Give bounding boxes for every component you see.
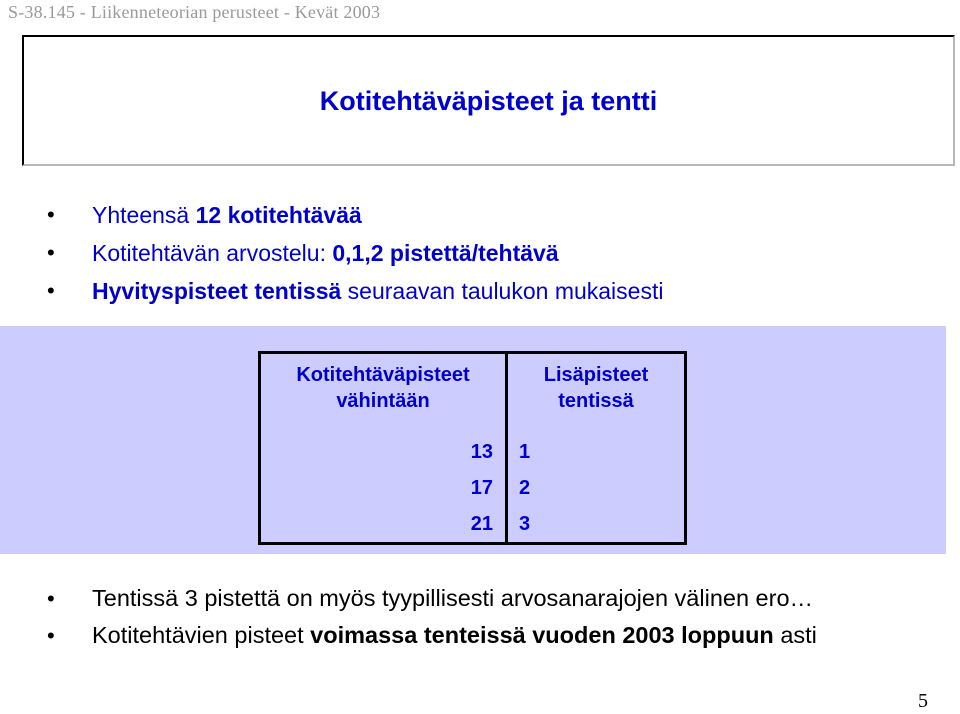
table-panel — [0, 326, 946, 554]
header-bonus — [507, 353, 686, 435]
bullet-total-tasks — [0, 196, 663, 234]
bullet-text-normal: Yhteensä — [92, 202, 196, 228]
bullet-dot-icon: • — [47, 278, 55, 303]
bullet-text-normal: Kotitehtävien pisteet — [92, 622, 311, 648]
cell-bonus: 3 — [519, 513, 531, 535]
bullet-text-bold: 12 kotitehtävää — [195, 202, 362, 228]
bullet-text-normal: Tentissä 3 pistettä on myös tyypillisesti arvosanarajojen välinen ero… — [92, 585, 814, 611]
bullet-validity — [0, 617, 817, 654]
cell-min-points: 17 — [260, 470, 507, 506]
slide-title: Kotitehtäväpisteet ja tentti — [319, 86, 658, 116]
course-header: S-38.145 - Liikenneteorian perusteet - Kevät 2003 — [8, 2, 381, 22]
table-row — [260, 434, 686, 470]
bottom-bullet-list — [0, 580, 817, 654]
bullet-exam-points — [0, 580, 817, 617]
cell-min-points: 21 — [260, 506, 507, 544]
bullet-dot-icon: • — [47, 202, 55, 227]
title-box — [22, 35, 955, 166]
cell-bonus: 2 — [519, 477, 531, 499]
bullet-dot-icon: • — [47, 586, 55, 611]
table-row — [260, 470, 686, 506]
bullet-dot-icon: • — [47, 240, 55, 265]
bullet-text-bold: voimassa tenteissä vuoden 2003 loppuun — [310, 622, 774, 648]
bullet-bonus-points — [0, 272, 663, 310]
cell-min-points: 13 — [260, 434, 507, 470]
bullet-text-normal: Kotitehtävän arvostelu: — [92, 240, 333, 266]
bullet-text-normal: seuraavan taulukon mukaisesti — [341, 278, 664, 304]
bullet-dot-icon: • — [47, 623, 55, 648]
bullet-grading — [0, 234, 663, 272]
bullet-text-bold: 0,1,2 pistettä/tehtävä — [332, 240, 559, 266]
header-min-points-label: Kotitehtäväpisteet vähintään — [296, 364, 470, 412]
bullet-text-normal: asti — [773, 622, 817, 648]
bonus-points-table — [258, 351, 687, 545]
table-header-row — [260, 353, 686, 435]
header-min-points — [260, 353, 507, 435]
cell-bonus: 1 — [519, 441, 531, 463]
header-bonus-label: Lisäpisteet tentissä — [543, 364, 649, 412]
bullet-text-bold: Hyvityspisteet tentissä — [92, 278, 342, 304]
table-row — [260, 506, 686, 544]
page-number: 5 — [918, 690, 928, 712]
top-bullet-list — [0, 196, 663, 310]
